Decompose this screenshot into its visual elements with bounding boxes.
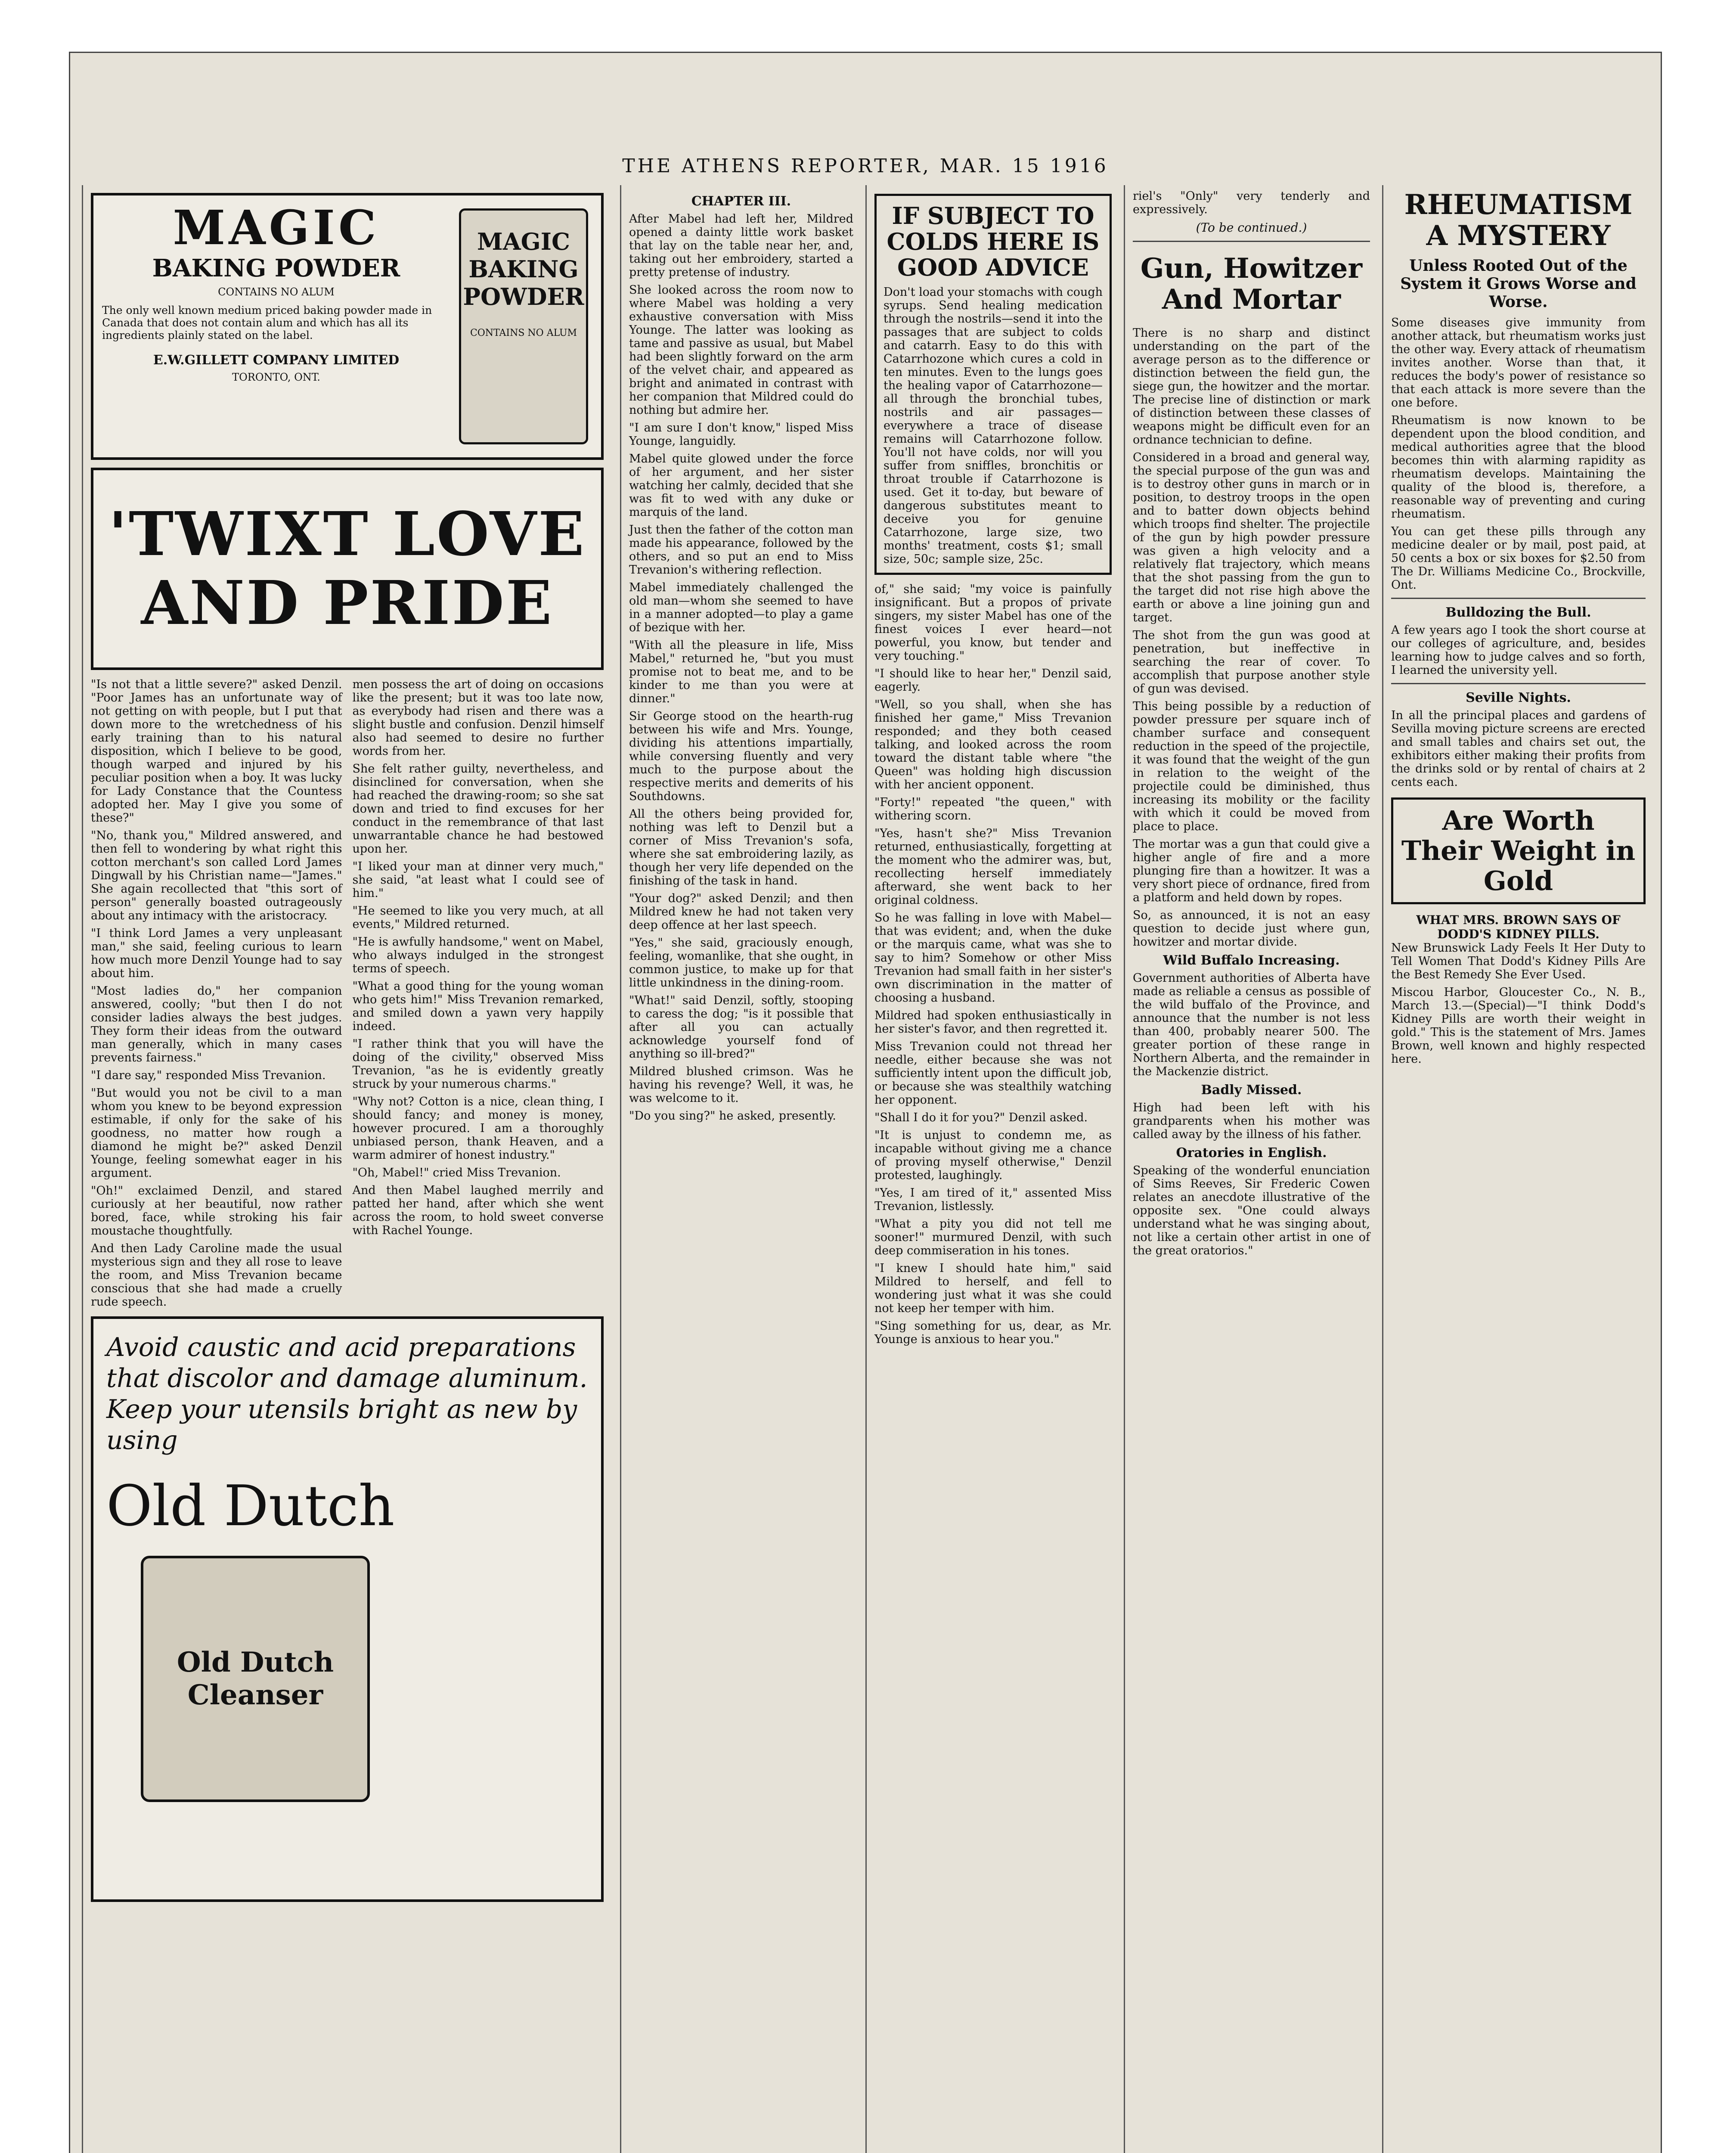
paragraph: After Mabel had left her, Mildred opened a dainty little work basket that lay on the table near her, and, taking out her embroidery, started a pretty pretense of industry. — [629, 212, 853, 279]
magic-product: BAKING POWDER — [152, 254, 400, 282]
divider — [1391, 683, 1646, 684]
magic-description: The only well known medium priced baking powder made in Canada that does not contain alum and which has all its ingredients plainly stated on the label. — [102, 304, 432, 341]
paragraph: Mildred had spoken enthusiastically in her sister's favor, and then regretted it. — [874, 1009, 1112, 1036]
seville-title: Seville Nights. — [1466, 690, 1571, 705]
chapter-heading: CHAPTER III. — [691, 194, 791, 209]
can-line-1: MAGIC — [477, 228, 570, 255]
paragraph: "Well, so you shall, when she has finished her game," Miss Trevanion responded; and they both ceased talking, and looked across the room toward the distant table where "the Queen" was holding high discussion with her ancient opponent. — [874, 698, 1112, 791]
paragraph: "Oh!" exclaimed Denzil, and stared curiously at her beautiful, now rather bored, face, while stroking his fair moustache thoughtfully. — [91, 1184, 342, 1238]
paragraph: "I think Lord James a very unpleasant man," she said, feeling curious to learn how much more Denzil Younge had to say about him. — [91, 927, 342, 980]
serial-text-columns — [91, 678, 604, 1313]
magic-company: E.W.GILLETT COMPANY LIMITED — [153, 353, 400, 368]
paragraph: "Yes, I am tired of it," assented Miss Trevanion, listlessly. — [874, 1186, 1112, 1213]
paragraph: Mabel immediately challenged the old man—whom she seemed to have in a manner adopted—to play a game of bezique with her. — [629, 581, 853, 634]
paragraph: "Is not that a little severe?" asked Denzil. "Poor James has an unfortunate way of not getting on with people, but I put that down more to the wretchedness of his early training than to his natural disposition, which I believe to be good, though warped and injured by his peculiar position when a boy. It was lucky for Lady Constance that the Countess adopted her. May I give you some of these?" — [91, 678, 342, 825]
paragraph: "It is unjust to condemn me, as incapable without giving me a chance of proving myself otherwise," Denzil protested, laughingly. — [874, 1129, 1112, 1182]
paragraph: "Why not? Cotton is a nice, clean thing, I should fancy; and money is money, however procured. I am a thoroughly unbiased person, thank Heaven, and a warm admirer of honest industry." — [352, 1095, 604, 1162]
rheumatism-subtitle: Unless Rooted Out of the System it Grows Worse and Worse. — [1400, 257, 1637, 311]
paragraph: Rheumatism is now known to be dependent upon the blood condition, and medical authorities agree that the blood becomes thin with alarming rapidity as rheumatism develops. Maintaining the quality of the blood is, therefore, a reasonable way of preventing and curing rheumatism. — [1391, 414, 1646, 521]
bulldozing-title: Bulldozing the Bull. — [1445, 605, 1591, 620]
paragraph: "Your dog?" asked Denzil; and then Mildred knew he had not taken very deep offence at her last speech. — [629, 892, 853, 932]
dodds-ad — [1391, 797, 1646, 904]
paragraph: "Yes," she said, graciously enough, feeling, womanlike, that she ought, in common justice, to make up for that little unkindness in the dining-room. — [629, 936, 853, 990]
paragraph: "What!" said Denzil, softly, stooping to caress the dog; "is it possible that after all you can actually acknowledge yourself fond of anything so ill-bred?" — [629, 994, 853, 1061]
paragraph: A few years ago I took the short course at our colleges of agriculture, and, besides learning how to judge calves and so forth, I learned the university yell. — [1391, 624, 1646, 677]
paragraph: Sir George stood on the hearth-rug between his wife and Mrs. Younge, dividing his attentions impartially, while conversing fluently and very much to the purpose about the respective merits and demerits of his Southdowns. — [629, 710, 853, 803]
paragraph: "Sing something for us, dear, as Mr. Younge is anxious to hear you." — [874, 1319, 1112, 1346]
paragraph: "But would you not be civil to a man whom you knew to be beyond expression estimable, if only for the sake of his goodness, no matter how rough a diamond he might be?" asked Denzil Younge, feeling somewhat eager in his argument. — [91, 1086, 342, 1180]
paragraph: "No, thank you," Mildred answered, and then fell to wondering by what right this cotton merchant's son called Lord James Dingwall by his Christian name—"James." She again recollected that "this sort of person" generally boasted outrageously about any intimacy with the aristocracy. — [91, 829, 342, 922]
paragraph: Speaking of the wonderful enunciation of Sims Reeves, Sir Frederic Cowen relates an anecdote illustrative of the opposite sex. "One could always understand what he was singing about, not like a certain other artist in one of the great oratorios." — [1133, 1164, 1370, 1257]
paragraph: "Yes, hasn't she?" Miss Trevanion returned, enthusiastically, forgetting at the moment who the admirer was, but, recollecting herself immediately afterward, she went back to her original coldness. — [874, 827, 1112, 907]
paragraph: "Shall I do it for you?" Denzil asked. — [874, 1111, 1088, 1124]
column-6 — [1382, 185, 1653, 2153]
paragraph: "Most ladies do," her companion answered, coolly; "but then I do not consider ladies always the best judges. They form their ideas from the outward man generally, which in many cases prevents fairness." — [91, 984, 342, 1064]
paragraph: "He seemed to like you very much, at all events," Mildred returned. — [352, 904, 604, 931]
paragraph: She looked across the room now to where Mabel was holding a very exhaustive conversation with Miss Younge. The latter was looking as tame and passive as usual, but Mabel had been slightly forward on the arm of the velvet chair, and appeared as bright and animated in contrast with her companion that Mildred could do nothing but admire her. — [629, 283, 853, 417]
gold-subtitle: WHAT MRS. BROWN SAYS OF DODD'S KIDNEY PILLS. — [1416, 913, 1621, 941]
catarrhozone-text: Don't load your stomachs with cough syrups. Send healing medication through the nostrils—send it into the passages that are subject to colds and catarrh. Easy to do this with Catarrhozone which cures a cold in ten minutes. Even to the lungs goes the healing vapor of Catarrhozone—all through the bronchial tubes, nostrils and air passages—everywhere a trace of disease remains will Catarrhozone follow. You'll not have colds, nor will you suffer from sniffles, bronchitis or throat trouble if Catarrhozone is used. Get it to-day, but beware of dangerous substitutes meant to deceive you for genuine Catarrhozone, large size, two months' treatment, costs $1; small size, 50c; sample size, 25c. — [884, 285, 1103, 566]
paragraph: You can get these pills through any medicine dealer or by mail, post paid, at 50 cents a box or six boxes for $2.50 from The Dr. Williams Medicine Co., Brockville, Ont. — [1391, 525, 1646, 592]
paragraph: Just then the father of the cotton man made his appearance, followed by the others, and so put an end to Miss Trevanion's withering reflection. — [629, 523, 853, 577]
column-1 — [82, 185, 611, 2153]
paragraph: This being possible by a reduction of powder pressure per square inch of chamber surface and consequent reduction in the speed of the projectile, it was found that the weight of the gun in relation to the weight of the projectile could be diminished, thus increasing its mobility or the facility with which it could be moved from place to place. — [1133, 700, 1370, 833]
paragraph: So, as announced, it is not an easy question to decide just where gun, howitzer and mortar divide. — [1133, 909, 1370, 949]
paragraph: Mildred blushed crimson. Was he having his revenge? Well, it was, he was welcome to it. — [629, 1065, 853, 1105]
paragraph: "He is awfully handsome," went on Mabel, who always indulged in the strongest terms of speech. — [352, 935, 604, 975]
magic-contains: CONTAINS NO ALUM — [218, 286, 335, 298]
serial-title: 'TWIXT LOVE AND PRIDE — [108, 499, 586, 639]
paragraph: Miss Trevanion could not thread her needle, either because she was not sufficiently intent upon the difficult job, or because she was stealthily watching her opponent. — [874, 1040, 1112, 1107]
paragraph: "I am sure I don't know," lisped Miss Younge, languidly. — [629, 421, 853, 448]
paragraph: She felt rather guilty, nevertheless, and disinclined for conversation, when she had reached the drawing-room; so she sat down and tried to find excuses for her conduct in the remembrance of that last unwarrantable chance he had bestowed upon her. — [352, 762, 604, 856]
paragraph: Government authorities of Alberta have made as reliable a census as possible of the wild buffalo of the Province, and announce that the number is not less than 400, probably nearer 500. The greater portion of these range in Northern Alberta, and the remainder in the Mackenzie district. — [1133, 971, 1370, 1078]
divider — [1133, 241, 1370, 242]
paragraph: Mabel quite glowed under the force of her argument, and her sister watching her calmly, decided that she was fit to wed with any duke or marquis of the land. — [629, 452, 853, 519]
paragraph: And then Lady Caroline made the usual mysterious sign and they all rose to leave the room, and Miss Trevanion became conscious that she had made a cruelly rude speech. — [91, 1242, 342, 1309]
catarrhozone-title: IF SUBJECT TO COLDS HERE IS GOOD ADVICE — [887, 202, 1100, 281]
can-small-text: CONTAINS NO ALUM — [470, 328, 577, 338]
rheumatism-title: RHEUMATISM A MYSTERY — [1404, 189, 1633, 252]
dutch-can-illustration: Old Dutch Cleanser — [141, 1556, 370, 1802]
to-be-continued: (To be continued.) — [1196, 220, 1307, 235]
paragraph: All the others being provided for, nothing was left to Denzil but a corner of Miss Trevanion's sofa, where she sat embroidering lazily, as though her very life depended on the finishing of the task in hand. — [629, 807, 853, 887]
column-4 — [865, 185, 1119, 2153]
paragraph: "What a good thing for the young woman who gets him!" Miss Trevanion remarked, and smiled down a yawn very happily indeed. — [352, 980, 604, 1033]
paragraph: "I should like to hear her," Denzil said, eagerly. — [874, 667, 1112, 694]
paragraph: High had been left with his grandparents when his mother was called away by the illness of his father. — [1133, 1101, 1370, 1141]
column-5 — [1124, 185, 1378, 2153]
old-dutch-ad — [91, 1316, 604, 1902]
magic-can-illustration — [459, 208, 588, 444]
paragraph: "Oh, Mabel!" cried Miss Trevanion. — [352, 1166, 561, 1179]
paragraph: There is no sharp and distinct understanding on the part of the average person as to the difference or distinction between the field gun, the siege gun, the howitzer and the mortar. The precise line of distinction or mark of distinction between these classes of weapons might be difficult even for an ordnance technician to define. — [1133, 326, 1370, 447]
magic-baking-powder-ad — [91, 193, 604, 460]
magic-city: TORONTO, ONT. — [232, 371, 320, 383]
paragraph: riel's "Only" very tenderly and expressively. — [1133, 189, 1370, 216]
can-line-2: BAKING — [468, 255, 579, 283]
gold-title: Are Worth Their Weight in Gold — [1401, 805, 1636, 897]
oratories-title: Oratories in English. — [1176, 1145, 1327, 1160]
serial-title-box — [91, 468, 604, 670]
paragraph: The shot from the gun was good at penetration, but ineffective in searching the rear of cover. To accomplish that purpose another style of gun was devised. — [1133, 629, 1370, 695]
paragraph: "Forty!" repeated "the queen," with withering scorn. — [874, 796, 1112, 822]
badly-missed-title: Badly Missed. — [1201, 1083, 1302, 1098]
masthead: THE ATHENS REPORTER, MAR. 15 1916 — [622, 155, 1109, 177]
paragraph: "With all the pleasure in life, Miss Mabel," returned he, "but you must promise not to beat me, and to be kinder to me than you were at dinner." — [629, 639, 853, 705]
paragraph: And then Mabel laughed merrily and patted her hand, after which she went across the room, to hold sweet converse with Rachel Younge. — [352, 1184, 604, 1237]
paragraph: "I knew I should hate him," said Mildred to herself, and fell to wondering just what it was she could not keep her temper with him. — [874, 1262, 1112, 1315]
paragraph: "I dare say," responded Miss Trevanion. — [91, 1069, 326, 1082]
paragraph: "I rather think that you will have the doing of the civility," observed Miss Trevanion, "as he is evidently greatly struck by your numerous charms." — [352, 1037, 604, 1091]
divider — [1391, 598, 1646, 599]
paragraph: Miscou Harbor, Gloucester Co., N. B., March 13.—(Special)—"I think Dodd's Kidney Pills are worth their weight in gold." This is the statement of Mrs. James Brown, well known and highly respected here. — [1391, 986, 1646, 1066]
dutch-ad-text: Avoid caustic and acid preparations that discolor and damage aluminum. Keep your utensils bright as new by using — [106, 1332, 588, 1455]
paragraph: So he was falling in love with Mabel—that was evident; and, when the duke or the marquis came, what was she to say to him? Somehow or other Miss Trevanion had small faith in her sister's own discrimination in the matter of choosing a husband. — [874, 911, 1112, 1005]
paragraph: "Do you sing?" he asked, presently. — [629, 1109, 836, 1123]
serial-col-b — [353, 678, 604, 1313]
serial-col-a — [91, 678, 342, 1313]
paragraph: of," she said; "my voice is painfully insignificant. But a propos of private singers, my sister Mabel has one of the finest voices I ever heard—not powerful, you know, but tender and very touching." — [874, 583, 1112, 663]
catarrhozone-ad — [874, 194, 1112, 575]
paragraph: New Brunswick Lady Feels It Her Duty to Tell Women That Dodd's Kidney Pills Are the Best Remedy She Ever Used. — [1391, 941, 1646, 981]
paragraph: Some diseases give immunity from another attack, but rheumatism works just the other way. Every attack of rheumatism invites another. Worse than that, it reduces the body's power of resistance so that each attack is more severe than the one before. — [1391, 316, 1646, 410]
can-line-3: POWDER — [463, 283, 584, 310]
dutch-brand: Old Dutch — [106, 1473, 395, 1539]
paragraph: "I liked your man at dinner very much," she said, "at least what I could see of him." — [352, 860, 604, 900]
paragraph: In all the principal places and gardens of Sevilla moving picture screens are erected and small tables and chairs set out, the exhibitors either making their profits from the drinks sold or by rental of chairs at 2 cents each. — [1391, 709, 1646, 789]
gun-article-title: Gun, Howitzer And Mortar — [1140, 252, 1363, 316]
magic-ad-text-block — [93, 195, 459, 457]
paragraph: The mortar was a gun that could give a higher angle of fire and a more plunging fire than a howitzer. It was a very short piece of ordnance, fired from a platform and held down by ropes. — [1133, 838, 1370, 904]
paragraph: Considered in a broad and general way, the special purpose of the gun was and is to destroy other guns in march or in position, to destroy troops in the open and to batter down objects behind which troops find shelter. The projectile of the gun by high powder pressure was given a high velocity and a relatively flat trajectory, which means that the shot passing from the gun to the target did not rise high above the earth or above a line joining gun and target. — [1133, 451, 1370, 624]
paragraph: "What a pity you did not tell me sooner!" murmured Denzil, with such deep commiseration in his tones. — [874, 1217, 1112, 1257]
paragraph: men possess the art of doing on occasions like the present; but it was too late now, as everybody had risen and there was a slight bustle and confusion. Denzil himself also had seemed to desire no further words from her. — [352, 678, 604, 758]
column-3 — [620, 185, 861, 2153]
buffalo-title: Wild Buffalo Increasing. — [1163, 953, 1340, 968]
magic-brand: MAGIC — [173, 200, 380, 255]
